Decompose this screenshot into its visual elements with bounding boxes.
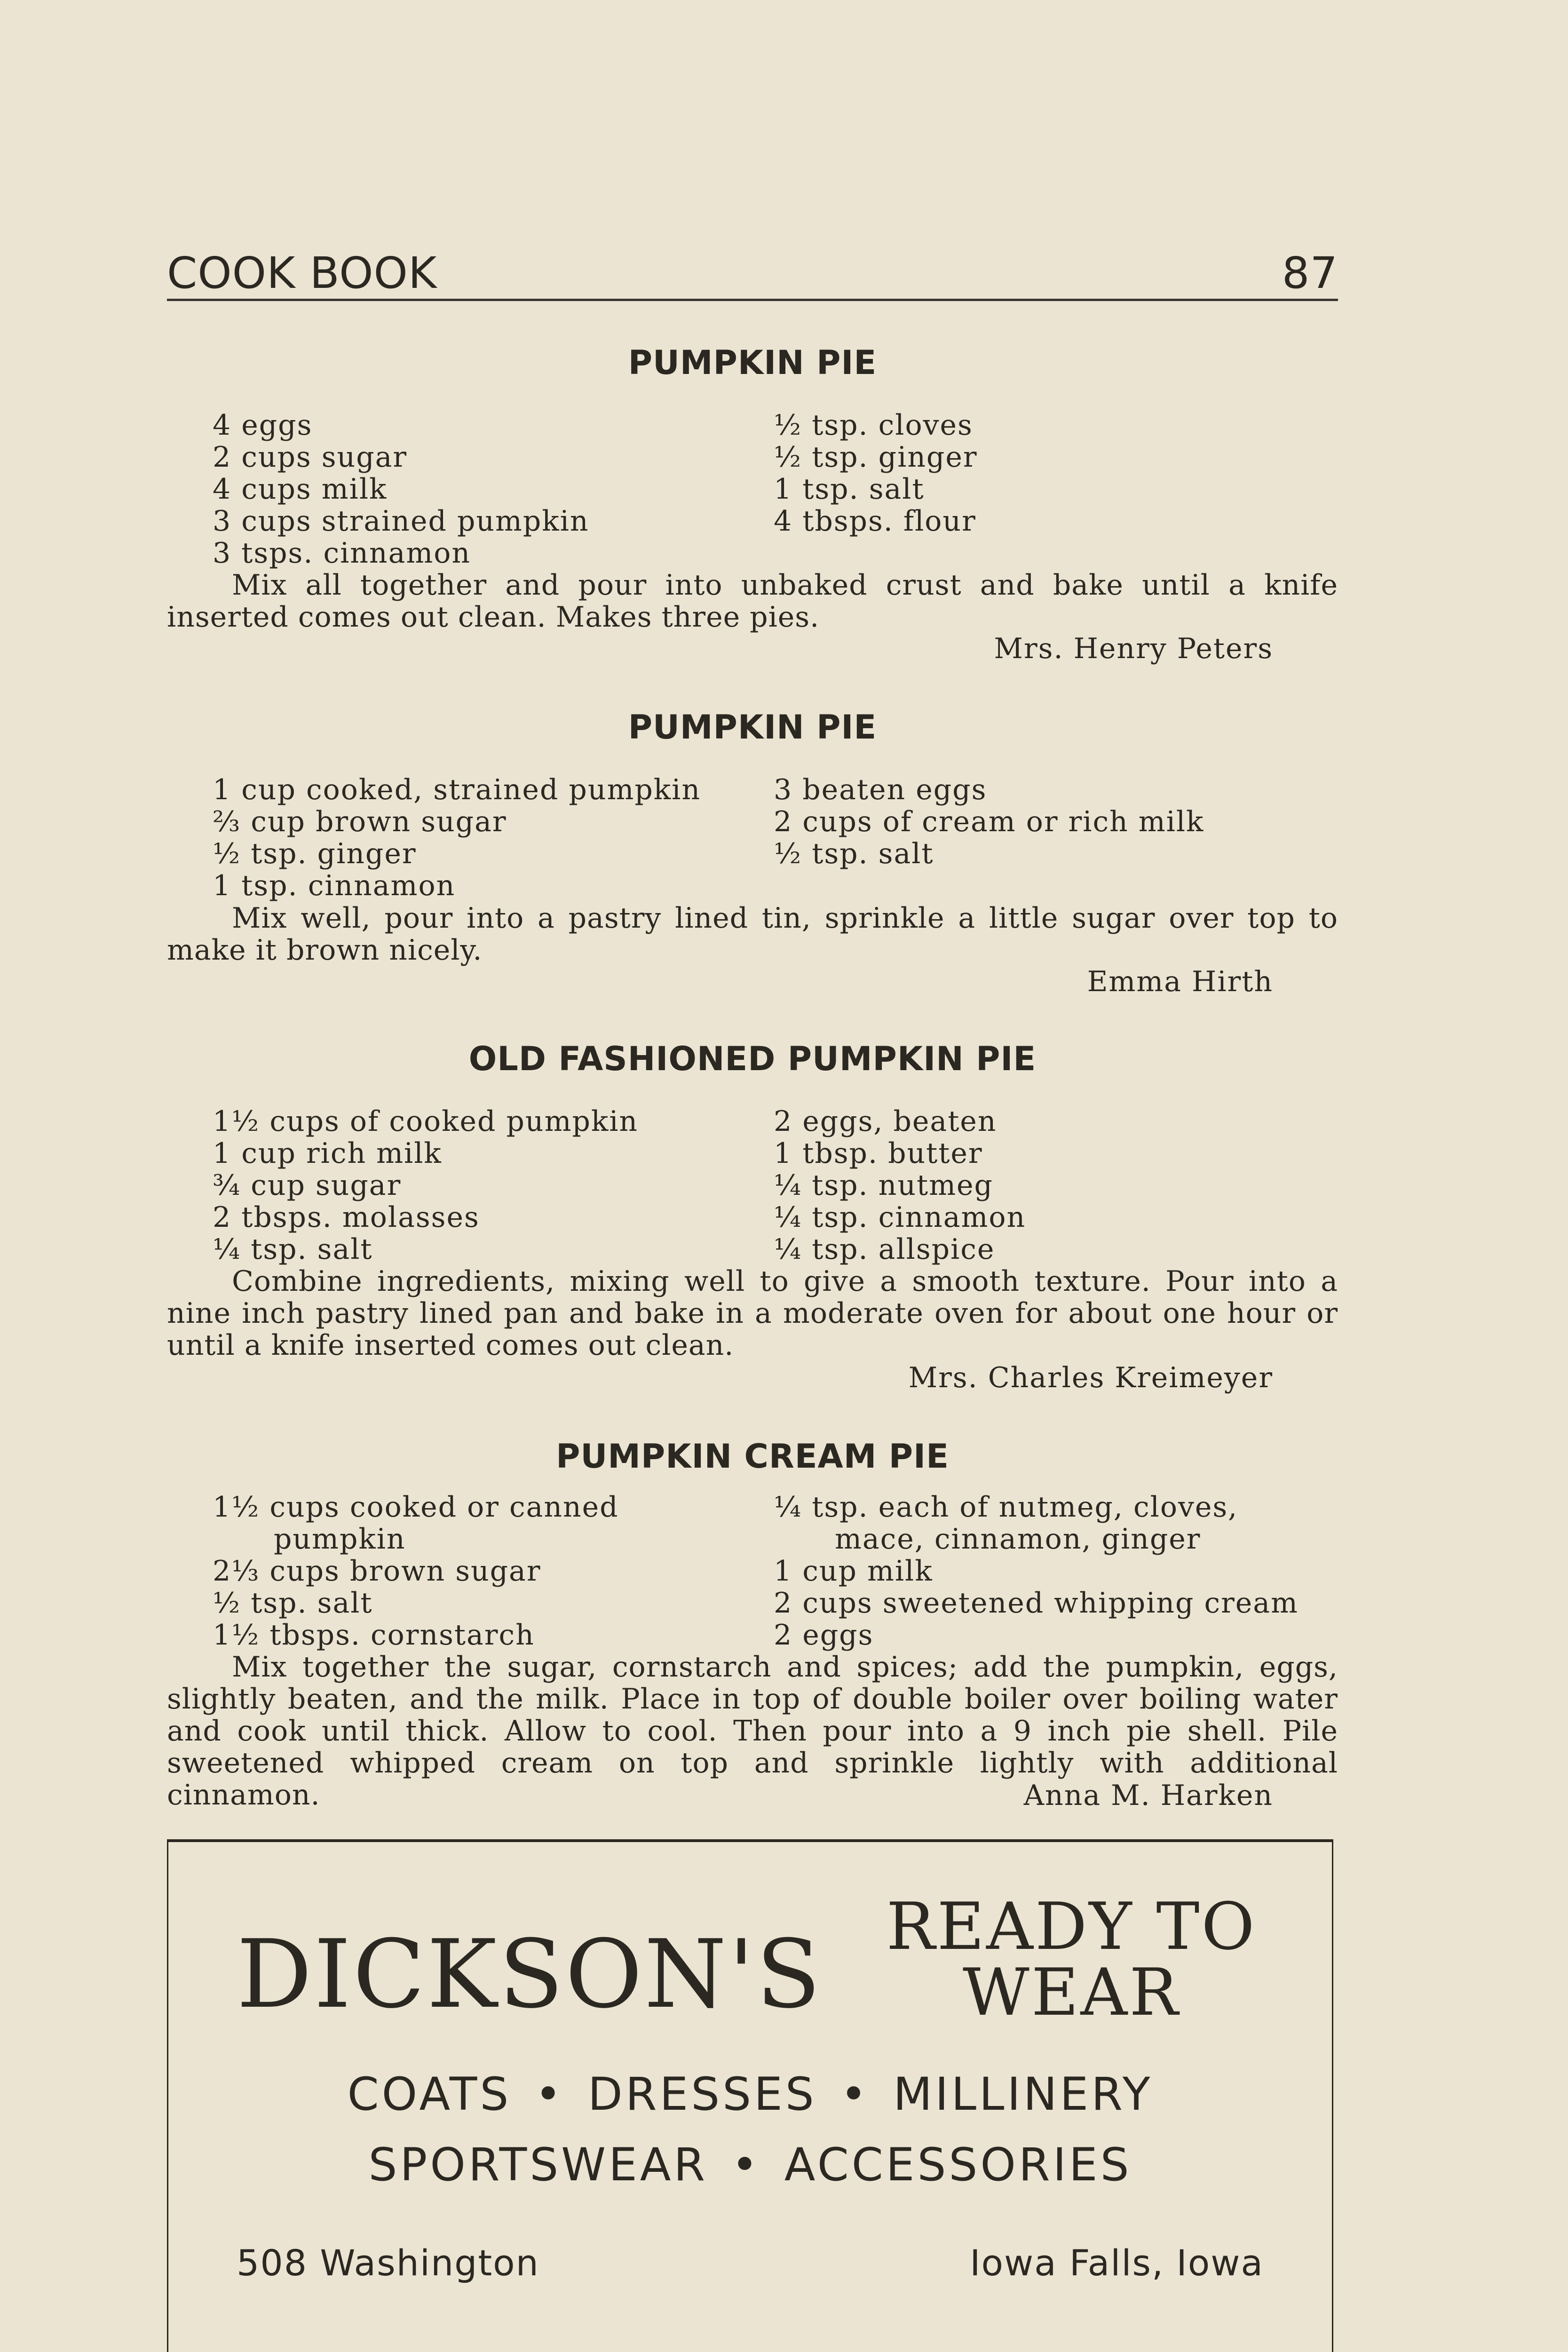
bullet: • bbox=[731, 2138, 761, 2191]
ad-product: ACCESSORIES bbox=[784, 2138, 1132, 2191]
recipe-author: Emma Hirth bbox=[1087, 965, 1273, 998]
recipe-method: Mix well, pour into a pastry lined tin, sprinkle a little sugar over top to make it brown nicely. bbox=[167, 902, 1338, 967]
ingredient: 2 eggs, beaten bbox=[774, 1105, 997, 1138]
recipe-author: Mrs. Henry Peters bbox=[994, 632, 1273, 665]
ingredient: 2 cups of cream or rich milk bbox=[774, 805, 1204, 838]
ingredient-list-right bbox=[774, 409, 978, 537]
recipe-method: Mix together the sugar, cornstarch and spices; add the pumpkin, eggs, slightly beaten, and the milk. Place in top of double boiler over boiling water and cook until thick. Allow to cool. Then pour into a 9 inch pie shell. Pile sweetened whipped cream on top and sprinkle lightly with additional cinnamon. bbox=[167, 1651, 1338, 1812]
ingredient: 1 cup rich milk bbox=[213, 1137, 442, 1170]
ad-tagline-line2: WEAR bbox=[962, 1955, 1180, 2030]
ingredient: 1 cup milk bbox=[774, 1555, 933, 1588]
ad-tagline bbox=[860, 1889, 1283, 2030]
ingredient: ½ tsp. cloves bbox=[774, 409, 973, 442]
ingredient: ¼ tsp. each of nutmeg, cloves, bbox=[774, 1491, 1238, 1524]
ingredient: 1½ cups of cooked pumpkin bbox=[213, 1105, 639, 1138]
recipe-title: PUMPKIN PIE bbox=[628, 343, 877, 382]
book-title: COOK BOOK bbox=[167, 248, 437, 298]
recipe-method: Combine ingredients, mixing well to give a smooth texture. Pour into a nine inch pastry lined pan and bake in a moderate oven for about one hour or until a knife inserted comes out clean. bbox=[167, 1265, 1338, 1362]
ad-product: COATS bbox=[347, 2068, 512, 2121]
recipe-title: OLD FASHIONED PUMPKIN PIE bbox=[468, 1040, 1037, 1078]
advertisement-box bbox=[167, 1839, 1333, 2352]
ingredient: 2 eggs bbox=[774, 1619, 874, 1652]
recipe-author: Anna M. Harken bbox=[1023, 1779, 1273, 1812]
ingredient: 1 tsp. cinnamon bbox=[213, 869, 456, 902]
ingredient: 3 cups strained pumpkin bbox=[213, 505, 589, 538]
ad-tagline-line1: READY TO bbox=[886, 1889, 1257, 1964]
page-header bbox=[167, 242, 1338, 301]
ingredient: 3 tsps. cinnamon bbox=[213, 537, 471, 570]
ingredient: 1 tbsp. butter bbox=[774, 1137, 983, 1170]
ingredient: ¼ tsp. allspice bbox=[774, 1233, 995, 1266]
ingredient-list-left bbox=[213, 1491, 619, 1651]
recipe-method: Mix all together and pour into unbaked crust and bake until a knife inserted comes out clean. Makes three pies. bbox=[167, 569, 1338, 634]
recipe-title: PUMPKIN CREAM PIE bbox=[556, 1437, 949, 1476]
ingredient: ½ tsp. ginger bbox=[213, 837, 417, 870]
ad-product: MILLINERY bbox=[893, 2068, 1153, 2121]
ingredient: ¼ tsp. cinnamon bbox=[774, 1201, 1026, 1234]
ingredient: 2 cups sugar bbox=[213, 441, 408, 474]
ingredient: 1½ tbsps. cornstarch bbox=[213, 1619, 535, 1652]
recipe-title: PUMPKIN PIE bbox=[628, 708, 877, 747]
ingredient: ¼ tsp. salt bbox=[213, 1233, 373, 1266]
ingredient: 1 cup cooked, strained pumpkin bbox=[213, 773, 701, 806]
ingredient: ½ tsp. salt bbox=[213, 1587, 373, 1620]
ingredient-list-right bbox=[774, 1105, 1026, 1265]
ingredient: 1 tsp. salt bbox=[774, 473, 925, 506]
bullet: • bbox=[535, 2068, 564, 2121]
ingredient: ⅔ cup brown sugar bbox=[213, 805, 507, 838]
recipe-author: Mrs. Charles Kreimeyer bbox=[908, 1361, 1273, 1394]
ad-city: Iowa Falls, Iowa bbox=[970, 2242, 1264, 2284]
ingredient: ½ tsp. ginger bbox=[774, 441, 978, 474]
ingredient: 2 cups sweetened whipping cream bbox=[774, 1587, 1299, 1620]
ingredient-list-left bbox=[213, 1105, 638, 1265]
ad-brand: DICKSON'S bbox=[237, 1920, 823, 2029]
ingredient-list-left bbox=[213, 774, 701, 902]
ingredient: mace, cinnamon, ginger bbox=[835, 1523, 1201, 1556]
ingredient-list-right bbox=[774, 774, 1204, 870]
ingredient: 4 cups milk bbox=[213, 473, 388, 506]
ad-product-line-2 bbox=[168, 2138, 1332, 2191]
ingredient: 2 tbsps. molasses bbox=[213, 1201, 480, 1234]
page-number: 87 bbox=[1282, 248, 1338, 298]
ingredient: 4 eggs bbox=[213, 409, 313, 442]
ingredient-list-left bbox=[213, 409, 589, 569]
ingredient: 4 tbsps. flour bbox=[774, 505, 976, 538]
ad-product: SPORTSWEAR bbox=[368, 2138, 708, 2191]
ingredient-list-right bbox=[774, 1491, 1299, 1651]
bullet: • bbox=[840, 2068, 870, 2121]
ingredient: pumpkin bbox=[274, 1523, 406, 1556]
ad-product-line-1 bbox=[168, 2068, 1332, 2121]
ingredient: ½ tsp. salt bbox=[774, 837, 934, 870]
ingredient: 1½ cups cooked or canned bbox=[213, 1491, 619, 1524]
ingredient: 3 beaten eggs bbox=[774, 773, 987, 806]
ad-product: DRESSES bbox=[587, 2068, 817, 2121]
ingredient: 2⅓ cups brown sugar bbox=[213, 1555, 541, 1588]
ingredient: ¼ tsp. nutmeg bbox=[774, 1169, 993, 1202]
ad-address: 508 Washington bbox=[237, 2242, 539, 2284]
ingredient: ¾ cup sugar bbox=[213, 1169, 402, 1202]
